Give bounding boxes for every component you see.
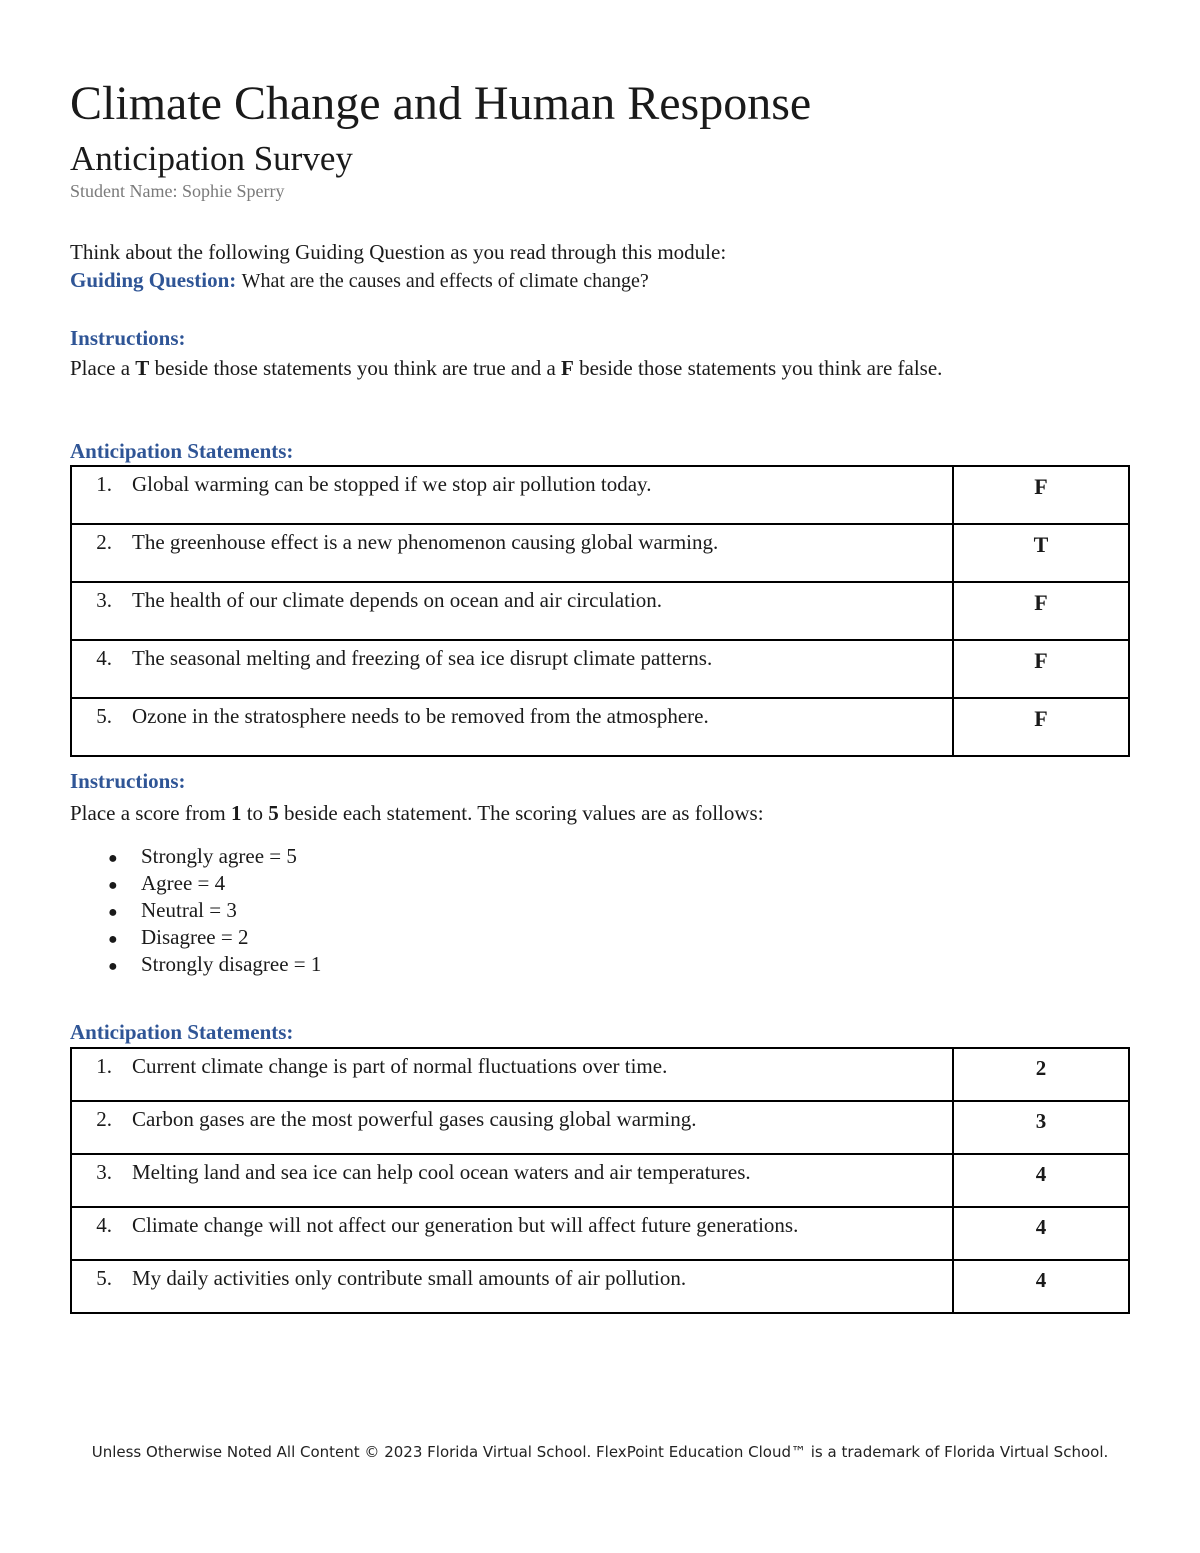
bullet-icon: ● — [108, 904, 118, 921]
instr2-part2: to — [241, 801, 269, 825]
scale-item-text: Disagree = 2 — [141, 925, 249, 949]
score-cell[interactable]: 4 — [953, 1207, 1129, 1260]
instr1-false-marker: F — [561, 356, 574, 380]
answer-cell[interactable]: F — [953, 582, 1129, 640]
statement-number: 1. — [96, 1054, 112, 1078]
statements-heading-2: Anticipation Statements: — [70, 1020, 294, 1044]
guiding-question-label: Guiding Question: — [70, 268, 237, 292]
statement-cell — [71, 1048, 953, 1101]
answer-cell[interactable]: F — [953, 640, 1129, 698]
table-row — [71, 640, 1129, 698]
scoring-scale-list — [70, 843, 321, 978]
statement-number: 2. — [96, 530, 112, 554]
statement-text: My daily activities only contribute small amounts of air pollution. — [132, 1266, 687, 1290]
statement-cell — [71, 640, 953, 698]
statement-number: 2. — [96, 1107, 112, 1131]
instructions-text-1 — [70, 354, 942, 382]
instr1-part3: beside those statements you think are false. — [573, 356, 943, 380]
instr1-part2: beside those statements you think are true and a — [149, 356, 562, 380]
statement-number: 5. — [96, 704, 112, 728]
scale-item-text: Agree = 4 — [141, 871, 226, 895]
statement-cell — [71, 1207, 953, 1260]
table-row — [71, 1207, 1129, 1260]
page-subtitle: Anticipation Survey — [70, 139, 353, 178]
list-item — [70, 924, 321, 951]
table-row — [71, 1048, 1129, 1101]
list-item — [70, 870, 321, 897]
instr2-part3: beside each statement. The scoring values are as follows: — [278, 801, 764, 825]
statement-number: 4. — [96, 1213, 112, 1237]
instructions-heading-1: Instructions: — [70, 326, 186, 350]
statement-cell — [71, 582, 953, 640]
statement-number: 3. — [96, 588, 112, 612]
scale-item-text: Neutral = 3 — [141, 898, 237, 922]
table-row — [71, 1154, 1129, 1207]
statement-number: 4. — [96, 646, 112, 670]
statements-heading-1: Anticipation Statements: — [70, 439, 294, 463]
intro-text: Think about the following Guiding Question as you read through this module: — [70, 240, 727, 264]
instr1-part1: Place a — [70, 356, 136, 380]
statement-text: The seasonal melting and freezing of sea ice disrupt climate patterns. — [132, 646, 713, 670]
score-table — [70, 1047, 1130, 1314]
instr1-true-marker: T — [135, 356, 150, 380]
table-row — [71, 1101, 1129, 1154]
table-row — [71, 582, 1129, 640]
statement-number: 5. — [96, 1266, 112, 1290]
answer-cell[interactable]: T — [953, 524, 1129, 582]
table-row — [71, 466, 1129, 524]
statement-cell — [71, 1101, 953, 1154]
answer-cell[interactable]: F — [953, 466, 1129, 524]
instructions-heading-2: Instructions: — [70, 769, 186, 793]
statement-text: Climate change will not affect our generation but will affect future generations. — [132, 1213, 799, 1237]
statement-cell — [71, 1154, 953, 1207]
bullet-icon: ● — [108, 850, 118, 867]
statement-text: Melting land and sea ice can help cool ocean waters and air temperatures. — [132, 1160, 751, 1184]
page-title: Climate Change and Human Response — [70, 77, 812, 130]
bullet-icon: ● — [108, 958, 118, 975]
instr2-part1: Place a score from — [70, 801, 231, 825]
statement-text: Global warming can be stopped if we stop air pollution today. — [132, 472, 652, 496]
statement-text: The greenhouse effect is a new phenomenon causing global warming. — [132, 530, 719, 554]
statement-cell — [71, 698, 953, 756]
score-cell[interactable]: 4 — [953, 1154, 1129, 1207]
statement-cell — [71, 524, 953, 582]
score-cell[interactable]: 2 — [953, 1048, 1129, 1101]
statement-text: The health of our climate depends on ocean and air circulation. — [132, 588, 663, 612]
answer-cell[interactable]: F — [953, 698, 1129, 756]
bullet-icon: ● — [108, 877, 118, 894]
statement-number: 1. — [96, 472, 112, 496]
guiding-question — [70, 266, 649, 295]
bullet-icon: ● — [108, 931, 118, 948]
score-cell[interactable]: 3 — [953, 1101, 1129, 1154]
statement-number: 3. — [96, 1160, 112, 1184]
instr2-min-score: 1 — [230, 801, 242, 825]
instr2-max-score: 5 — [268, 801, 279, 825]
student-name: Student Name: Sophie Sperry — [70, 181, 285, 201]
list-item — [70, 951, 321, 978]
scale-item-text: Strongly disagree = 1 — [141, 952, 322, 976]
list-item — [70, 843, 321, 870]
list-item — [70, 897, 321, 924]
statement-cell — [71, 1260, 953, 1313]
statement-text: Current climate change is part of normal fluctuations over time. — [132, 1054, 668, 1078]
table-row — [71, 1260, 1129, 1313]
copyright-footer: Unless Otherwise Noted All Content © 2023 Florida Virtual School. FlexPoint Education Cloud™ is a trademark of Florida Virtual School. — [91, 1443, 1109, 1461]
scale-item-text: Strongly agree = 5 — [141, 844, 297, 868]
guiding-question-text: What are the causes and effects of climate change? — [241, 270, 649, 292]
table-row — [71, 524, 1129, 582]
statement-text: Ozone in the stratosphere needs to be removed from the atmosphere. — [132, 704, 709, 728]
score-cell[interactable]: 4 — [953, 1260, 1129, 1313]
table-row — [71, 698, 1129, 756]
instructions-text-2 — [70, 799, 764, 827]
statement-text: Carbon gases are the most powerful gases causing global warming. — [132, 1107, 697, 1131]
true-false-table — [70, 465, 1130, 757]
statement-cell — [71, 466, 953, 524]
